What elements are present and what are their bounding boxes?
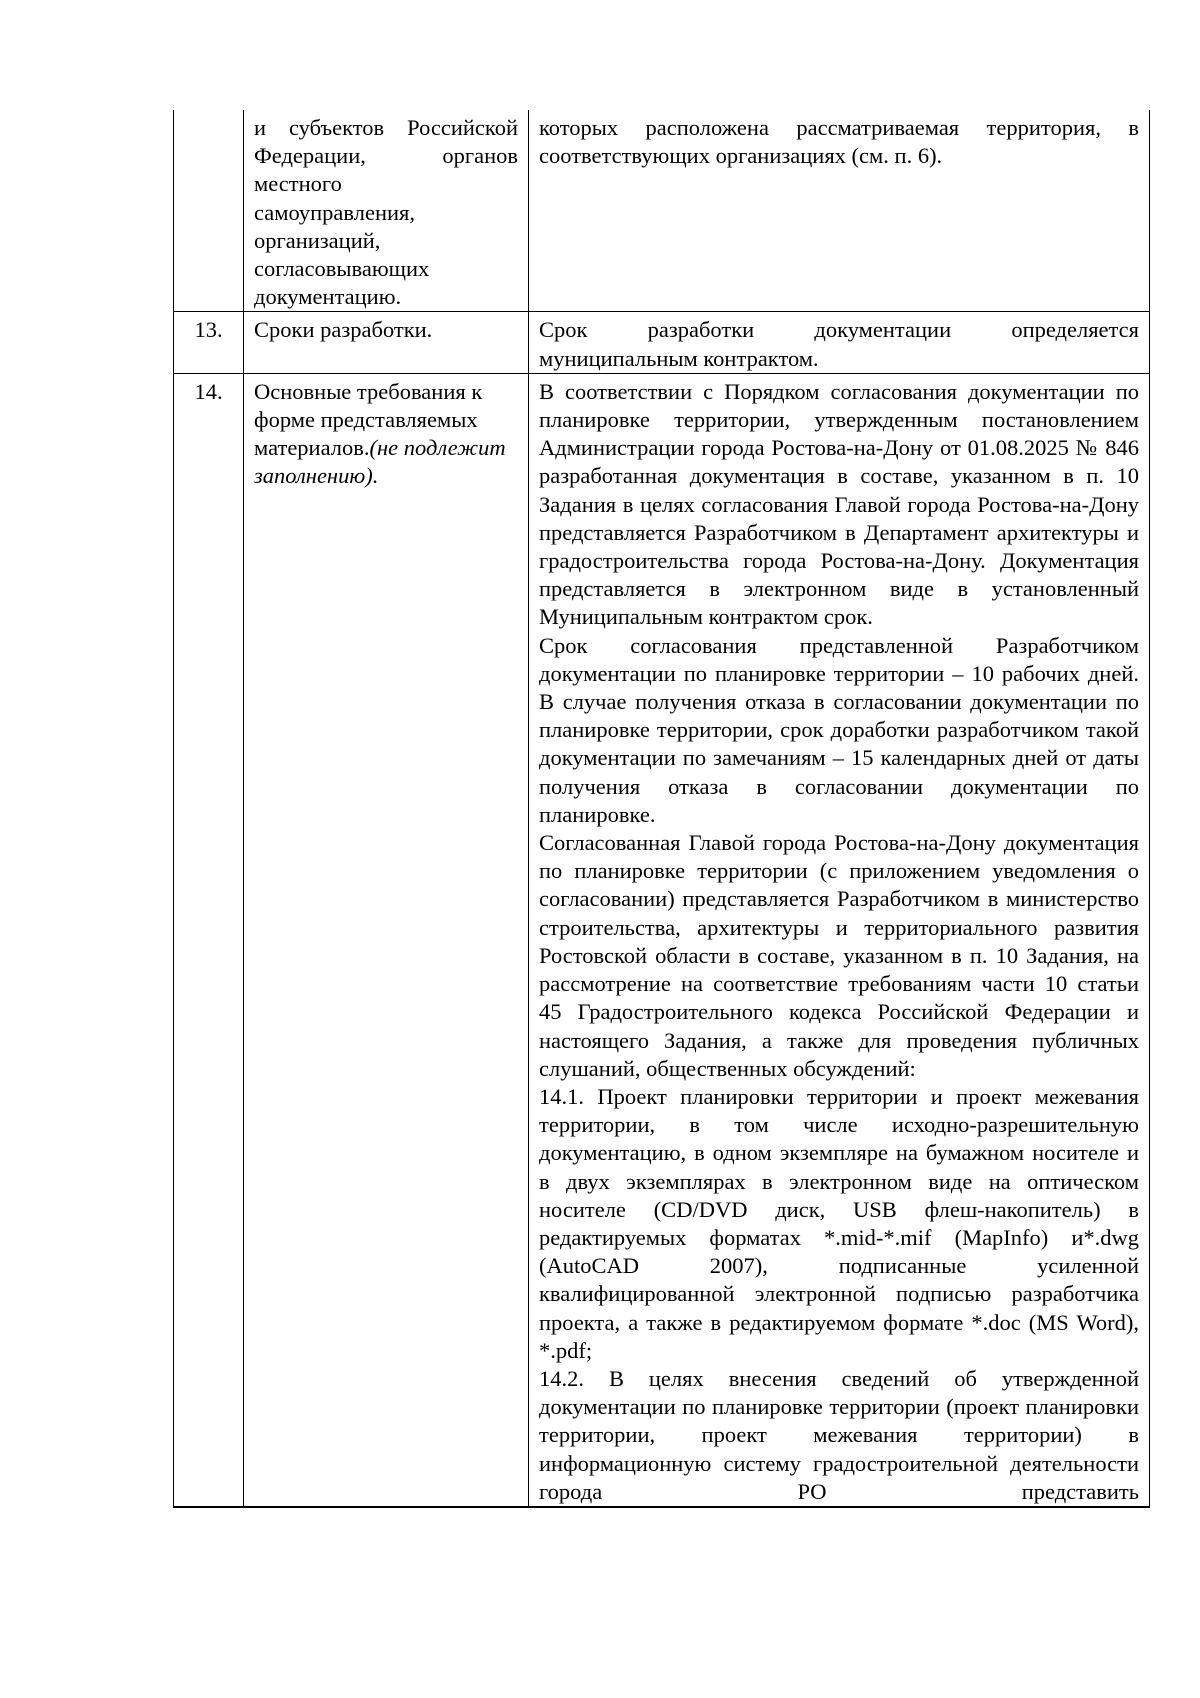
row-number-cell: 14.	[174, 373, 244, 1507]
text-paragraph: Срок разработки документации определяется муниципальным контрактом.	[539, 317, 1139, 371]
text-paragraph: Срок согласования представленной Разработчиком документации по планировке территории – 10 рабочих дней. В случае получения отказа в согласовании документации по планировке территории, срок доработки разработчиком такой документации по замечаниям – 15 календарных дней от даты получения отказа в согласовании документации по планировке.	[539, 632, 1139, 827]
row-name-cell: Сроки разработки.	[244, 312, 529, 373]
name-line: организаций,	[254, 227, 381, 253]
requirement-title: Основные требования к форме представляемых материалов.	[254, 378, 483, 461]
table-row	[174, 312, 1150, 373]
row-text-cell	[529, 312, 1150, 373]
requirements-table	[173, 110, 1150, 1508]
row-number-cell	[174, 110, 244, 312]
table-row	[174, 373, 1150, 1507]
requirement-note: (не подлежит заполнению).	[254, 435, 506, 489]
text-paragraph: Согласованная Главой города Ростова-на-Дону документация по планировке территории (с приложением уведомления о согласовании) представляется Разработчиком в министерство строительства, архитектуры и территориального развития Ростовской области в составе, указанном в п. 10 Задания, на рассмотрение на соответствие требованиям части 10 статьи 45 Градостроительного кодекса Российской Федерации и настоящего Задания, а также для проведения публичных слушаний, общественных обсуждений:	[539, 830, 1139, 1081]
text-paragraph: 14.1. Проект планировки территории и проект межевания территории, в том числе исходно-разрешительную документацию, в одном экземпляре на бумажном носителе и в двух экземплярах в электронном виде на оптическом носителе (CD/DVD диск, USB флеш-накопитель) в редактируемых форматах *.mid-*.mif (MapInfo) и*.dwg (AutoCAD 2007), подписанные усиленной квалифицированной электронной подписью разработчика проекта, а также в редактируемом формате *.doc (MS Word), *.pdf;	[539, 1083, 1139, 1363]
name-line: и субъектов Российской	[254, 115, 518, 140]
row-text-cell	[529, 110, 1150, 312]
name-line: Федерации, органов	[254, 143, 518, 169]
name-line: самоуправления,	[254, 199, 416, 225]
row-name-cell	[244, 110, 529, 312]
row-name-cell	[244, 373, 529, 1507]
text-paragraph: В соответствии с Порядком согласования документации по планировке территории, утвержденным постановлением Администрации города Ростова-на-Дону от 01.08.2025 № 846 разработанная документация в составе, указанном в п. 10 Задания в целях согласования Главой города Ростова-на-Дону представляется Разработчиком в Департамент архитектуры и градостроительства города Ростова-на-Дону. Документация представляется в электронном виде в установленный Муниципальным контрактом срок.	[539, 378, 1139, 630]
row-number-cell: 13.	[174, 312, 244, 373]
name-line: согласовывающих	[254, 256, 430, 282]
text-paragraph: которых расположена рассматриваемая территория, в соответствующих организациях (см. п. 6).	[539, 115, 1139, 169]
text-paragraph: 14.2. В целях внесения сведений об утвержденной документации по планировке территории (проект планировки территории, проект межевания территории) в информационную систему градостроительной деятельности города РО представить	[539, 1365, 1139, 1504]
row-text-cell	[529, 373, 1150, 1507]
table-row	[174, 110, 1150, 312]
name-line: местного	[254, 171, 342, 197]
name-line: документацию.	[254, 284, 402, 310]
